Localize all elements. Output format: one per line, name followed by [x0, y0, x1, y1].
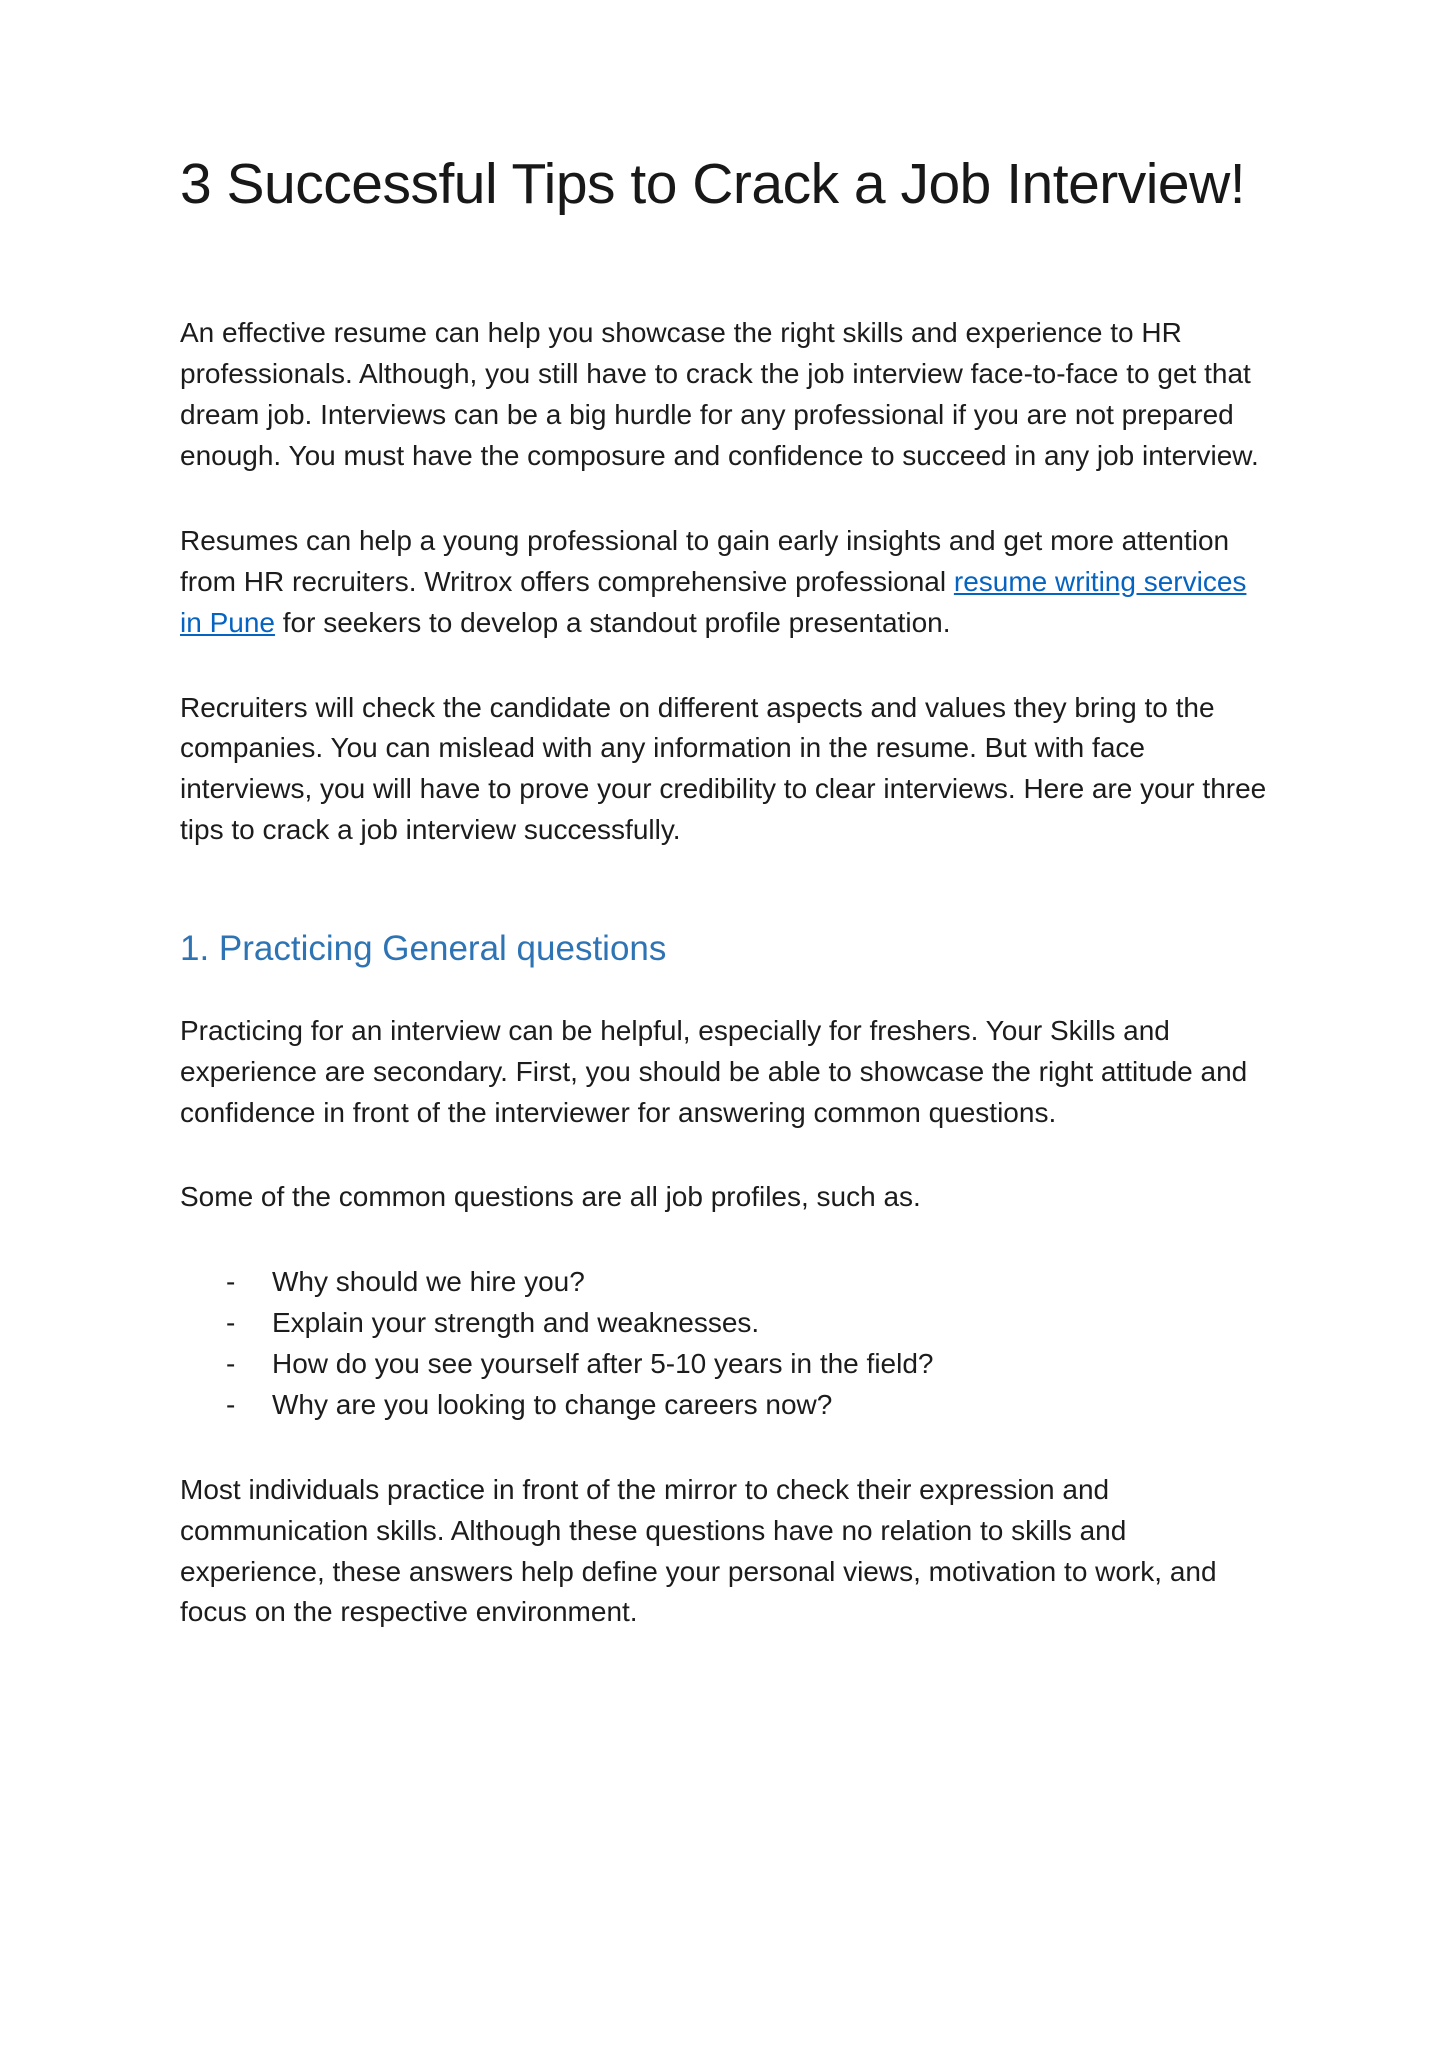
paragraph-common-questions: Some of the common questions are all job profiles, such as.	[180, 1181, 921, 1213]
page-title: 3 Successful Tips to Crack a Job Interview!	[180, 152, 1246, 216]
list-item-text: How do you see yourself after 5-10 years in the field?	[272, 1348, 934, 1380]
paragraph-intro: An effective resume can help you showcase the right skills and experience to HR professionals. Although, you still have to crack the job interview face-to-face to get that dream job. Interviews can be a big hurdle for any professional if you are not prepared enough. You must have the composure and confidence to succeed in any job interview.	[180, 317, 1259, 472]
resume-writing-services-link[interactable]: resume writing services in Pune	[180, 565, 1247, 638]
dash-bullet: -	[226, 1307, 236, 1339]
dash-bullet: -	[226, 1266, 236, 1298]
paragraph-practicing: Practicing for an interview can be helpful, especially for freshers. Your Skills and experience are secondary. First, you should be able to showcase the right attitude and confidence in front of the interviewer for answering common questions.	[180, 1014, 1248, 1128]
paragraph-mirror-practice: Most individuals practice in front of the mirror to check their expression and communication skills. Although these questions have no relation to skills and experience, these answers help define your personal views, motivation to work, and focus on the respective environment.	[180, 1473, 1217, 1628]
paragraph-text-after-link: for seekers to develop a standout profile presentation.	[274, 606, 951, 638]
list-item	[180, 1303, 1269, 1344]
list-item	[180, 1262, 1269, 1303]
list-item-text: Explain your strength and weaknesses.	[272, 1307, 760, 1339]
list-item-text: Why should we hire you?	[272, 1266, 585, 1298]
section-heading-practicing-general-questions: 1. Practicing General questions	[180, 929, 667, 969]
list-item	[180, 1344, 1269, 1385]
paragraph-text-before-link: Resumes can help a young professional to gain early insights and get more attention from HR recruiters. Writrox offers comprehensive professional	[180, 524, 1230, 597]
paragraph-resume-services	[180, 521, 1269, 644]
paragraph-recruiters: Recruiters will check the candidate on different aspects and values they bring to the companies. You can mislead with any information in the resume. But with face interviews, you will have to prove your credibility to clear interviews. Here are your three tips to crack a job interview successfully.	[180, 691, 1267, 846]
questions-list	[180, 1262, 1269, 1426]
dash-bullet: -	[226, 1348, 236, 1380]
list-item-text: Why are you looking to change careers now?	[272, 1388, 833, 1420]
list-item	[180, 1385, 1269, 1426]
dash-bullet: -	[226, 1388, 236, 1420]
